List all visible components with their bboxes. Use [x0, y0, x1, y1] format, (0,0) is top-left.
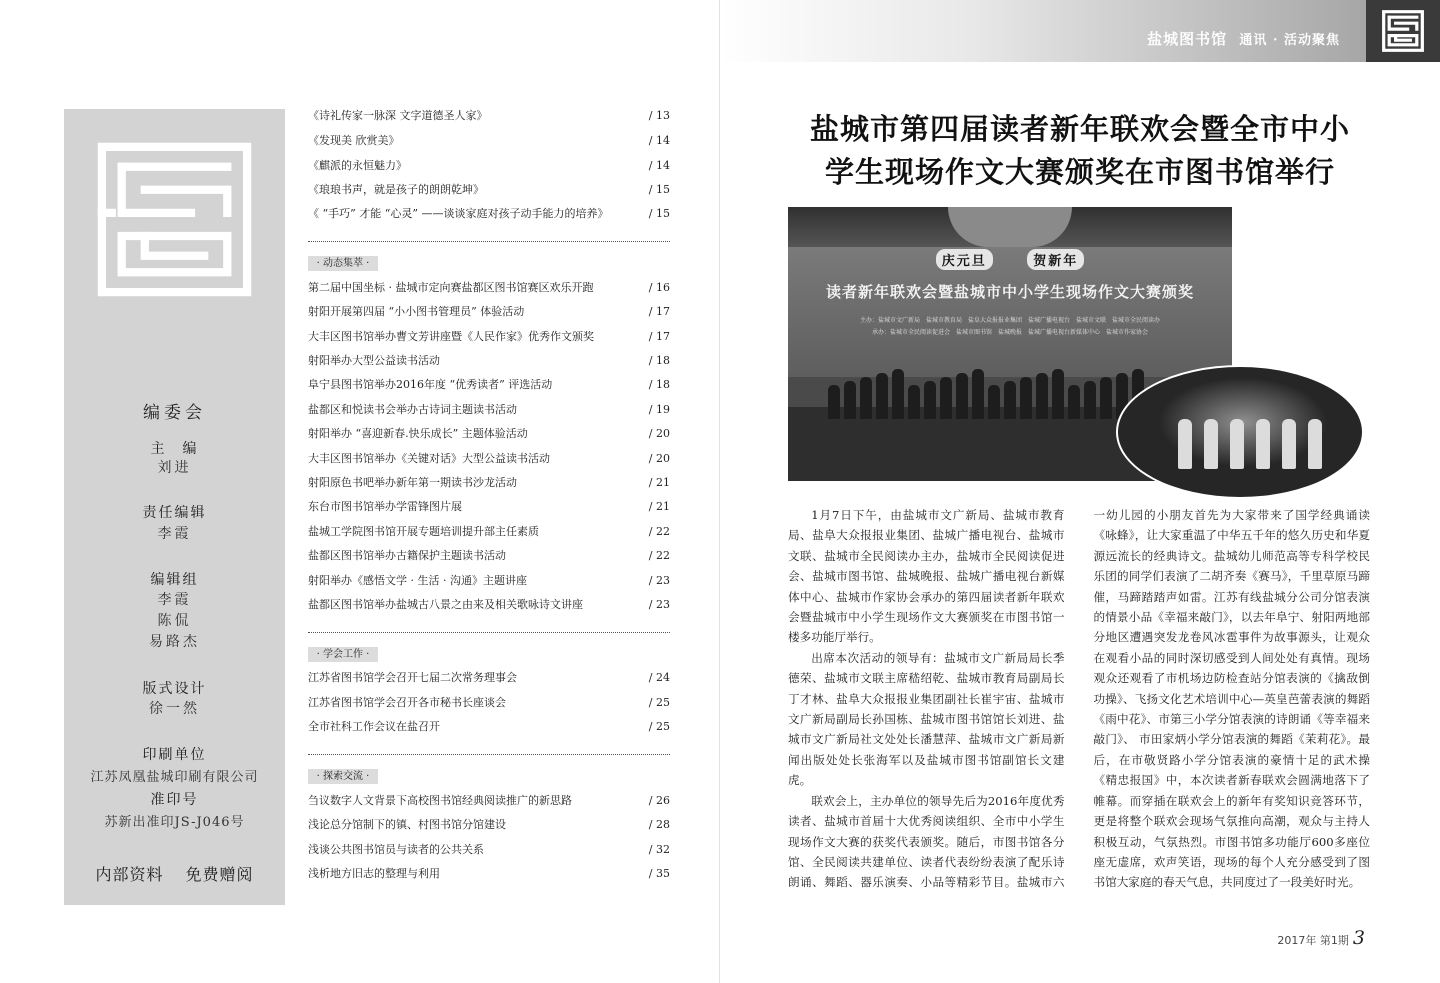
toc-entry-page: / 24: [648, 671, 670, 684]
free-distribution-label: 免费赠阅: [185, 865, 254, 884]
toc-entry-title: 《麒派的永恒魅力》: [308, 159, 407, 172]
chief-editor-role: 主 编: [150, 441, 199, 457]
toc-entry[interactable]: [308, 402, 670, 418]
stage-person-silhouette: [972, 369, 984, 419]
toc-entry[interactable]: [308, 280, 670, 296]
chief-editor-name: 刘进: [157, 460, 192, 476]
article-title-line: 盐城市第四届读者新年联欢会暨全市中小: [809, 112, 1350, 146]
toc-entry-title: 东台市图书馆举办学雷锋图片展: [308, 500, 462, 513]
toc-entry-title: 盐都区图书馆举办盐城古八景之由来及相关歌咏诗文讲座: [308, 598, 583, 611]
toc-entry-page: / 20: [648, 452, 670, 465]
toc-entry-page: / 32: [648, 843, 670, 856]
toc-entry-page: / 18: [648, 378, 670, 391]
header-section-name: 通讯 · 活动聚焦: [1239, 33, 1340, 48]
article-title-line: 学生现场作文大赛颁奖在市图书馆举行: [824, 155, 1335, 189]
header-brand: [1147, 28, 1340, 49]
stage-person-silhouette: [828, 385, 840, 419]
editing-group-role: 编辑组: [150, 572, 199, 588]
toc-entry-page: / 23: [648, 574, 670, 587]
stage-person-silhouette: [940, 377, 952, 419]
toc-entry-page: / 17: [648, 305, 670, 318]
toc-entry-page: / 20: [648, 427, 670, 440]
toc-entry-title: 江苏省图书馆学会召开各市秘书长座谈会: [308, 696, 506, 709]
stage-person-silhouette: [1100, 377, 1112, 419]
header-library-name: 盐城图书馆: [1147, 30, 1228, 48]
stage-person-silhouette: [908, 385, 920, 419]
stage-person-silhouette: [876, 373, 888, 419]
performance-inset-photo: [1116, 365, 1364, 499]
banner-badge-left: 庆元旦: [936, 249, 993, 270]
toc-entry-title: 盐都区图书馆举办古籍保护主题读书活动: [308, 549, 506, 562]
toc-entry[interactable]: [308, 206, 670, 222]
toc-entry-title: 盐城工学院图书馆开展专题培训提升部主任素质: [308, 525, 539, 538]
toc-entry-title: 《发现美 欣赏美》: [308, 134, 400, 147]
toc-entry-title: 浅谈公共图书馆员与读者的公共关系: [308, 843, 484, 856]
printer-name: 江苏凤凰盐城印刷有限公司: [90, 770, 259, 785]
stage-person-silhouette: [1052, 369, 1064, 419]
toc-entry-title: 大丰区图书馆举办曹文芳讲座暨《人民作家》优秀作文颁奖: [308, 330, 594, 343]
banner-headline: 读者新年联欢会暨盐城市中小学生现场作文大赛颁奖: [825, 283, 1194, 301]
toc-entry-title: 江苏省图书馆学会召开七届二次常务理事会: [308, 671, 517, 684]
editing-group-member: 易路杰: [149, 634, 200, 650]
article-body: [788, 505, 1370, 905]
toc-entry[interactable]: [308, 108, 670, 124]
running-header: [720, 0, 1440, 62]
stage-person-silhouette: [1020, 377, 1032, 419]
toc-entry-page: / 15: [648, 183, 670, 196]
editorial-board-title: 编委会: [143, 403, 206, 423]
toc-entry[interactable]: [308, 695, 670, 711]
toc-entry-title: 射阳举办《感悟文学 · 生活 · 沟通》主题讲座: [308, 574, 527, 587]
toc-entry[interactable]: [308, 670, 670, 686]
toc-entry[interactable]: [308, 133, 670, 149]
internal-material-label: 内部资料: [95, 865, 164, 884]
toc-section-label: · 学会工作 ·: [308, 647, 378, 662]
toc-entry-page: / 25: [648, 720, 670, 733]
toc-section-label: · 探索交流 ·: [308, 769, 378, 784]
toc-entry[interactable]: [308, 842, 670, 858]
toc-entry[interactable]: [308, 597, 670, 613]
toc-entry-title: 全市社科工作会议在盐召开: [308, 720, 440, 733]
toc-entry[interactable]: [308, 377, 670, 393]
toc-entry[interactable]: [308, 817, 670, 833]
toc-entry-title: 射阳举办大型公益读书活动: [308, 354, 440, 367]
toc-entry-page: / 22: [648, 525, 670, 538]
editing-group-member: 陈侃: [157, 613, 192, 629]
toc-entry-page: / 26: [648, 794, 670, 807]
performer: [1230, 419, 1244, 469]
toc-entry-title: 射阳原色书吧举办新年第一期读书沙龙活动: [308, 476, 517, 489]
stage-person-silhouette: [956, 373, 968, 419]
banner-organizers: [798, 315, 1222, 339]
banner-coorganizers-line: 承办：盐城市全民阅读促进会 盐城市图书馆 盐城晚报 盐城广播电视台新媒体中心 盐城市作家协会: [871, 329, 1148, 336]
performer: [1178, 419, 1192, 469]
toc-entry[interactable]: [308, 719, 670, 735]
executive-editor-name: 李霞: [157, 526, 192, 542]
toc-entry-title: 阜宁县图书馆举办2016年度 “优秀读者” 评选活动: [308, 378, 553, 391]
toc-entry[interactable]: [308, 451, 670, 467]
editorial-board-panel: [64, 109, 285, 905]
distribution-note: [64, 862, 285, 885]
toc-entry-page: / 21: [648, 476, 670, 489]
toc-entry-page: / 28: [648, 818, 670, 831]
toc-entry-title: 《琅琅书声，就是孩子的朗朗乾坤》: [308, 183, 484, 196]
toc-entry-page: / 25: [648, 696, 670, 709]
page-number: 3: [1352, 927, 1365, 949]
toc-entry-title: 浅论总分馆制下的镇、村图书馆分馆建设: [308, 818, 506, 831]
toc-entry[interactable]: [308, 158, 670, 174]
article-paragraph: 1月7日下午，由盐城市文广新局、盐城市教育局、盐阜大众报报业集团、盐城广播电视台、盐城市文联、盐城市全民阅读办主办，盐城市全民阅读促进会、盐城市图书馆、盐城晚报、盐城广播电视台新媒体中心、盐城市作家协会承办的第四届读者新年联欢会暨盐城市中小学生现场作文大赛颁奖在市图书馆一楼多功能厅举行。: [788, 508, 1065, 645]
toc-entry-title: 刍议数字人文背景下高校图书馆经典阅读推广的新思路: [308, 794, 572, 807]
toc-entry[interactable]: [308, 548, 670, 564]
executive-editor-role: 责任编辑: [142, 505, 207, 521]
banner-organizers-line: 主办：盐城市文广新局 盐城市教育局 盐阜大众报报业集团 盐城广播电视台 盐城市文联 盐城市全民阅读办: [859, 317, 1160, 324]
stage-person-silhouette: [924, 381, 936, 419]
stage-person-silhouette: [860, 377, 872, 419]
toc-entry[interactable]: [308, 524, 670, 540]
layout-design-name: 徐一然: [149, 701, 200, 717]
toc-entry-title: 《 “手巧” 才能 “心灵” ——谈谈家庭对孩子动手能力的培养》: [308, 207, 609, 220]
stage-person-silhouette: [892, 369, 904, 419]
toc-section-label: · 动态集萃 ·: [308, 256, 378, 271]
toc-entry-title: 盐都区和悦读书会举办古诗词主题读书活动: [308, 403, 517, 416]
toc-entry-page: / 19: [648, 403, 670, 416]
toc-entry-page: / 14: [648, 134, 670, 147]
toc-entry-page: / 35: [648, 867, 670, 880]
performer: [1308, 419, 1322, 469]
issue-label: 2017年 第1期: [1277, 934, 1349, 947]
toc-entry[interactable]: [308, 793, 670, 809]
toc-entry-title: 浅析地方旧志的整理与利用: [308, 867, 440, 880]
article-paragraph: 联欢会上，主办单位的领导先后为2016年度优秀读者、盐城市首届十大优秀阅读组织、全市中小学生现场作文大赛的获奖代表颁奖。随后，市图书馆各分馆、全民阅读共建单位、读者代表纷纷表演了配乐诗朗诵、舞蹈、器乐演奏、小品等精彩节目。盐城市六一幼儿园的小朋友首先为大家带来了国学经典诵读《咏蜂》，让大家重温了中华五千年的悠久历史和华夏源远流长的经典诗文。盐城幼儿师范高等专科学校民乐团的同学们表演了二胡齐奏《赛马》，千里草原马蹄催，马蹄踏踏声如雷。江苏有线盐城分公司分馆表演的情景小品《幸福来敲门》，以去年阜宁、射阳两地部分地区遭遇突发龙卷风冰雹事件为故事源头，让观众在观看小品的同时深切感受到人间处处有真情。现场观众还观看了市机场边防检查站分馆表演的《擒敌倒功操》、飞扬文化艺术培训中心—英皇芭蕾表演的舞蹈《雨中花》、市第三小学分馆表演的诗朗诵《等幸福来敲门》、 市田家炳小学分馆表演的舞蹈《茉莉花》。最后，在市敬贤路小学分馆表演的豪情十足的武术操《精忠报国》中，本次读者新春联欢会圆满地落下了帷幕。而穿插在联欢会上的新年有奖知识竞答环节，更是将整个联欢会现场气氛推向高潮，观众与主持人积极互动，气氛热烈。市图书馆多功能厅600多座位座无虚席，欢声笑语，现场的每个人充分感受到了图书馆大家庭的春天气息，共同度过了一段美好时光。: [788, 508, 1370, 890]
toc-entry[interactable]: [308, 475, 670, 491]
page-folio: [1277, 927, 1365, 949]
toc-entry-page: / 13: [648, 109, 670, 122]
article-title: [780, 108, 1380, 194]
toc-entry-page: / 14: [648, 159, 670, 172]
stage-person-silhouette: [1004, 381, 1016, 419]
toc-entry-title: 《诗礼传家一脉深 文字道德圣人家》: [308, 109, 488, 122]
banner-greeting: [788, 249, 1232, 270]
layout-design-role: 版式设计: [142, 681, 207, 697]
library-logo-icon: [92, 137, 257, 302]
printer-role: 印刷单位: [142, 747, 207, 763]
toc-entry-page: / 15: [648, 207, 670, 220]
toc-entry-title: 射阳举办 “喜迎新春.快乐成长” 主题体验活动: [308, 427, 528, 440]
stage-person-silhouette: [1068, 385, 1080, 419]
article-paragraph: 出席本次活动的领导有：盐城市文广新局局长季德荣、盐城市文联主席嵇绍乾、盐城市教育局副局长丁才林、盐阜大众报报业集团副社长崔宇宙、盐城市文广新局副局长孙国栋、盐城市图书馆馆长刘进、盐城市文广新局社文处处长潘慧萍、盐城市文广新局新闻出版处处长张海军以及盐城市图书馆副馆长文建虎。: [788, 650, 1065, 788]
toc-entry[interactable]: [308, 182, 670, 198]
performer: [1204, 419, 1218, 469]
toc-entry[interactable]: [308, 426, 670, 442]
toc-entry[interactable]: [308, 304, 670, 320]
banner-badge-right: 贺新年: [1027, 249, 1084, 270]
toc-entry-page: / 18: [648, 354, 670, 367]
toc-entry-title: 第二届中国坐标 · 盐城市定向赛盐都区图书馆赛区欢乐开跑: [308, 281, 594, 294]
library-logo-icon: [1380, 8, 1426, 54]
toc-entry-title: 大丰区图书馆举办《关键对话》大型公益读书活动: [308, 452, 550, 465]
toc-entry[interactable]: [308, 866, 670, 882]
performer: [1256, 419, 1270, 469]
toc-entry[interactable]: [308, 353, 670, 369]
toc-section-divider: [308, 754, 670, 755]
toc-entry-page: / 21: [648, 500, 670, 513]
toc-entry-title: 射阳开展第四届 “小小图书管理员” 体验活动: [308, 305, 525, 318]
editing-group-member: 李霞: [157, 592, 192, 608]
stage-person-silhouette: [844, 381, 856, 419]
stage-person-silhouette: [1084, 381, 1096, 419]
toc-section-divider: [308, 241, 670, 242]
toc-entry-page: / 17: [648, 330, 670, 343]
toc-entry-page: / 16: [648, 281, 670, 294]
stage-person-silhouette: [1036, 373, 1048, 419]
toc-entry[interactable]: [308, 573, 670, 589]
toc-section-divider: [308, 632, 670, 633]
toc-entry-page: / 23: [648, 598, 670, 611]
spread-gutter: [719, 0, 720, 983]
performer: [1282, 419, 1296, 469]
header-logo-box: [1366, 0, 1440, 62]
toc-entry[interactable]: [308, 499, 670, 515]
stage-person-silhouette: [988, 385, 1000, 419]
print-permit-number: 苏新出准印JS-J046号: [104, 815, 245, 830]
toc-entry-page: / 22: [648, 549, 670, 562]
print-permit-role: 准印号: [150, 792, 199, 808]
toc-entry[interactable]: [308, 329, 670, 345]
